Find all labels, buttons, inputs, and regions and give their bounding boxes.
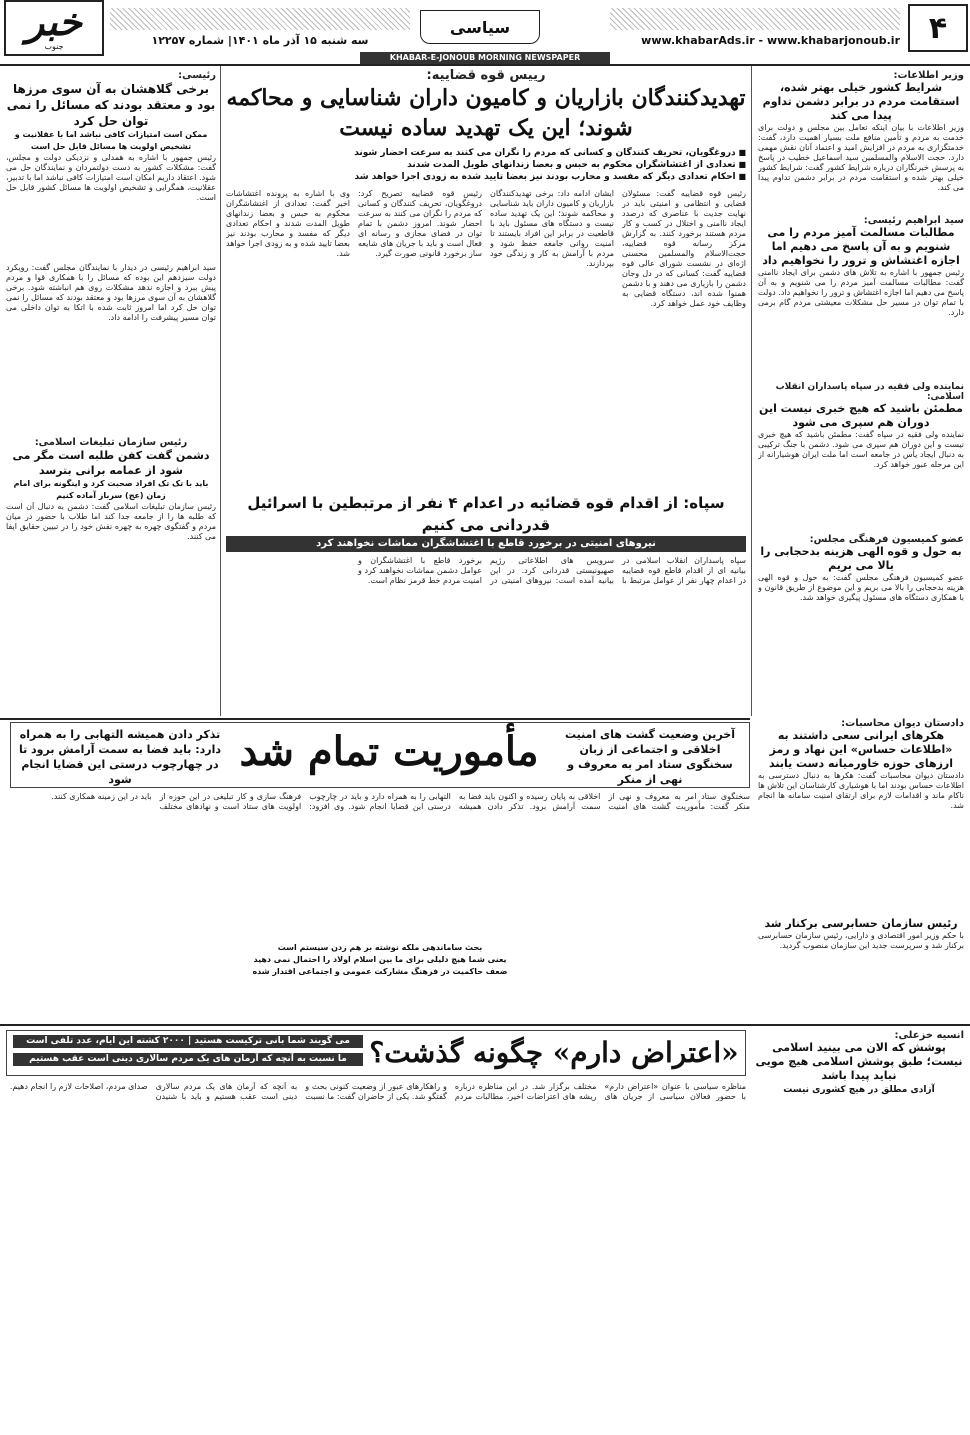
item6-body: با حکم وزیر امور اقتصادی و دارایی، رئیس سازمان حسابرسی برکنار شد و سرپرست جدید این سازمان منصوب گردید. xyxy=(758,931,964,950)
item5-body: دادستان دیوان محاسبات گفت: هکرها به دنبال دسترسی به اطلاعات حساس بودند اما با هوشیاری کارشناسان این تلاش ها ناکام ماند و اقدامات لازم برای ارتقای امنیت سامانه ها انجام شد. xyxy=(758,771,964,810)
sepah-article xyxy=(226,492,746,714)
bottom-banner-2: ما نسبت به آنچه که آرمان های یک مردم سالاری دینی است عقب هستیم xyxy=(13,1053,363,1066)
item3-title: مطمئن باشید که هیچ خبری نیست این دوران هم سپری می شود xyxy=(759,402,963,429)
sepah-band: نیروهای امنیتی در برخورد قاطع با اغتشاشگران مماشات نخواهند کرد xyxy=(226,536,746,552)
bottom-body-text: مناظره سیاسی با عنوان «اعتراض دارم» با حضور فعالان سیاسی از جریان های مختلف برگزار شد. در این مناظره درباره ریشه های اعتراضات اخیر، مطالبات مردم و راهکارهای عبور از وضعیت کنونی بحث و گفتگو شد. یکی از حاضران گفت: ما نسبت به آنچه که آرمان های یک مردم سالاری دینی است عقب هستیم و باید با شنیدن صدای مردم، اصلاحات لازم را انجام دهیم. xyxy=(9,1082,746,1101)
item1-title: شرایط کشور خیلی بهتر شده، استقامت مردم در برابر دشمن تداوم پیدا می کند xyxy=(762,81,960,122)
bottom-banner-1: می گویند شما بانی ترکیست هستید | ۲۰۰۰ کشته این ایام، عدد تلفی است xyxy=(13,1035,363,1048)
item2-kicker: سید ابراهیم رئیسی: xyxy=(863,215,964,226)
lead-bullet-3: ■ احکام تعدادی دیگر که مفسد و محارب بودند نیز بعضا تایید شده به زودی اجرا خواهد شد xyxy=(226,171,746,183)
item2-body: رئیس جمهور با اشاره به تلاش های دشمن برای ایجاد ناامنی گفت: مطالبات مسالمت آمیز مردم را می شنویم و به آن پاسخ می دهیم اما اجازه اغتشاش و ترور را نخواهیم داد. دولت با تمام توان در مسیر حل مشکلات معیشتی مردم گام برمی دارد. xyxy=(758,268,964,317)
lead-title: تهدیدکنندگان بازاریان و کامیون داران شناسایی و محاکمه شوند؛ این یک تهدید ساده نیست xyxy=(226,85,746,141)
item4-kicker: عضو کمیسیون فرهنگی مجلس: xyxy=(809,534,964,545)
left-sub2-deck: باید با تک تک افراد صحبت کرد و اینگونه برای امام زمان (عج) سرباز آماده کنیم xyxy=(13,479,209,500)
lead-body-col-4: وی با اشاره به پرونده اغتشاشات اخیر گفت: تعدادی از اغتشاشگران محکوم به حبس و بعضا زندانهای طویل المدت شدند و احکام تعدادی دیگر که مفسد و محارب بودند نیز بعضا تایید شده و به زودی اجرا خواهد شد. xyxy=(226,189,350,258)
page-number xyxy=(908,4,968,52)
page-number-text: ۴ xyxy=(928,10,948,46)
logo-sub: جنوب xyxy=(44,42,64,51)
feature-left-title: تذکر دادن همیشه التهابی را به همراه دارد: باید فضا به سمت آرامش برود تا در چهارچوب درستی این قضایا انجام شود xyxy=(18,728,222,786)
item5-title: هکرهای ایرانی سعی داشتند به «اطلاعات حساس» این نهاد و رمز ارزهای حوزه خاورمیانه دست یابند xyxy=(768,729,954,770)
lead-article xyxy=(226,68,746,488)
item1-kicker: وزیر اطلاعات: xyxy=(893,70,964,81)
bottom-title-box xyxy=(6,1030,746,1076)
lead-kicker: رییس قوه قضاییه: xyxy=(426,68,546,83)
item6-title: رئیس سازمان حسابرسی برکنار شد xyxy=(764,917,958,930)
left-sub2-kicker: رئیس سازمان تبلیغات اسلامی: xyxy=(34,437,188,448)
english-band: KHABAR-E-JONOUB MORNING NEWSPAPER xyxy=(360,52,610,64)
feature-body-text: سخنگوی ستاد امر به معروف و نهی از منکر گفت: مأموریت گشت های امنیت اخلاقی به پایان رسیده و اکنون باید فضا به سمت آرامش برود. تذکر دادن همیشه التهابی را به همراه دارد و باید در چارچوب درستی این قضایا انجام شود. وی افزود: فرهنگ سازی و کار تبلیغی در این حوزه از اولویت های ستاد است و نهادهای مختلف باید در این زمینه همکاری کنند. xyxy=(51,792,750,811)
feature-small-title: آخرین وضعیت گشت های امنیت اخلاقی و اجتماعی از زبان سخنگوی ستاد امر به معروف و نهی از منکر xyxy=(565,728,735,786)
left-kicker: رئیسی: xyxy=(178,70,216,81)
feature-rule xyxy=(0,718,750,720)
item1-body: وزیر اطلاعات با بیان اینکه تعامل بین مجلس و دولت برای خدمت به مردم و تأمین منافع ملت بسیار اهمیت دارد، گفت: خدمتگزاری به مردم در افزایش امید و اعتماد آنان نقش مهمی دارد. حجت الاسلام والمسلمین سید اسماعیل خطیب در پاسخ به پرسش خبرنگاران درباره شرایط کشور گفت: شرایط کشور خیلی بهتر شده و استقامت مردم در برابر دشمن تداوم پیدا می کند. xyxy=(758,123,964,192)
feature-sub2: یعنی شما هیچ دلیلی برای ما بین اسلام اولاد را احتمال نمی دهید xyxy=(253,955,507,964)
lead-bullet-1: ■ دروغگویان، تحریف کنندگان و کسانی که مردم را نگران می کنند به سرعت احضار شوند xyxy=(226,147,746,159)
feature-sub1: بحث ساماندهی ملکه نوشته بر هم زدن سیستم است xyxy=(277,943,483,952)
left-body-2: سید ابراهیم رئیسی در دیدار با نمایندگان مجلس گفت: رویکرد دولت سیزدهم این بوده که مسائل را با همکاری قوا و مردم پیش ببرد و اجازه ندهد مشکلات روی هم انباشته شود. برخی گلاهشان به آن سوی مرزها بود و معتقد بودند که مسائل را نمی توان حل کرد اما امروز ثابت شده با اتکا به توان داخلی می توان مسیر پیشرفت را ادامه داد. xyxy=(6,263,216,322)
lead-body xyxy=(226,189,746,479)
feature-sub3: ضعف حاکمیت در فرهنگ مشارکت عمومی و اجتماعی اقتدار شده xyxy=(252,967,508,976)
feature-title-box xyxy=(10,722,750,788)
bottom-rule xyxy=(0,1024,970,1026)
logo xyxy=(4,0,104,56)
website-url[interactable]: www.khabarAds.ir - www.khabarjonoub.ir xyxy=(641,34,900,47)
bottom-kicker: انسیه خزعلی: xyxy=(894,1030,964,1041)
item5-kicker: دادستان دیوان محاسبات: xyxy=(841,718,964,729)
item4-body: عضو کمیسیون فرهنگی مجلس گفت: به حول و قوه الهی هزینه بدحجابی را بالا می بریم و این موضوع از طریق قانون و با همکاری دستگاه های مسئول پیگیری خواهد شد. xyxy=(758,573,964,602)
section-tab xyxy=(420,10,540,44)
logo-text: خبر xyxy=(26,0,82,44)
header-pattern xyxy=(610,8,900,30)
bottom-side-deck: آزادی مطلق در هیچ کشوری نیست xyxy=(783,1085,935,1095)
left-body-1: رئیس جمهور با اشاره به همدلی و نزدیکی دولت و مجلس، گفت: مشکلات کشور به دست دولتمردان و نمایندگان حل می شود. اعتقاد داریم امکان است امتیازات کافی نباشد اما با تدبیر، عقلانیت، همگرایی و تشخیص اولویت ها مسائل کشور قابل حل است. xyxy=(6,153,216,202)
item3-kicker: نماینده ولی فقیه در سپاه پاسداران انقلاب اسلامی: xyxy=(775,382,964,402)
bottom-side xyxy=(754,1030,964,1430)
right-column xyxy=(758,70,964,715)
item2-title: مطالبات مسالمت آمیز مردم را می شنویم و به آن پاسخ می دهیم اما اجازه اغتشاش و ترور را نخواهیم داد xyxy=(762,226,960,267)
left-title: برخی گلاهشان به آن سوی مرزها بود و معتقد بودند که مسائل را نمی توان حل کرد xyxy=(6,82,216,128)
issue-line: سه شنبه ۱۵ آذر ماه ۱۴۰۱| شماره ۱۲۲۵۷ xyxy=(151,34,369,47)
sepah-body: سپاه پاسداران انقلاب اسلامی در بیانیه ای از اقدام قاطع قوه قضاییه در اعدام چهار نفر از عوامل مرتبط با سرویس های اطلاعاتی رژیم صهیونیستی قدردانی کرد. در این بیانیه آمده است: نیروهای امنیتی در برخورد قاطع با اغتشاشگران و عوامل دشمن مماشات نخواهند کرد و امنیت مردم خط قرمز نظام است. xyxy=(358,556,746,585)
masthead-rule xyxy=(0,64,970,66)
right-column-divider xyxy=(751,66,752,716)
lead-bullet-2: ■ تعدادی از اغتشاشگران محکوم به حبس و بعضا زندانهای طویل المدت شدند xyxy=(226,159,746,171)
header-pattern-left xyxy=(110,8,410,30)
item4-title: به حول و قوه الهی هزینه بدحجابی را بالا می بریم xyxy=(760,545,962,572)
lead-body-col-2: ایشان ادامه داد: برخی تهدیدکنندگان بازاریان و کامیون داران باید شناسایی و محاکمه شوند؛ این یک تهدید ساده نیست و دستگاه های مسئول باید با قاطعیت در برابر این افراد بایستند تا امنیت روانی جامعه حفظ شود و مردم با آرامش به کار و زندگی خود بپردازند. xyxy=(490,189,614,268)
lead-body-col-3: رئیس قوه قضاییه تصریح کرد: دروغگویان، تحریف کنندگان و کسانی که مردم را نگران می کنند به سرعت احضار شوند. امروز دشمن با تمام توان در فضای مجازی و رسانه ای فعال است و باید با جریان های شایعه ساز برخورد قانونی صورت گیرد. xyxy=(358,189,482,258)
bottom-big-title: «اعتراض دارم» چگونه گذشت؟ xyxy=(369,1036,739,1069)
feature-body xyxy=(10,792,750,1020)
feature-big-title: مأموریت تمام شد xyxy=(239,728,539,775)
left-subtitle: ممکن است امتیازات کافی نباشد اما با عقلانیت و تشخیص اولویت ها مسائل قابل حل است xyxy=(14,130,208,151)
left-column xyxy=(6,70,216,715)
bottom-body xyxy=(6,1082,746,1428)
left-sub2-body: رئیس سازمان تبلیغات اسلامی گفت: دشمن به دنبال آن است که طلبه ها را از جامعه جدا کند اما طلاب با حضور در میان مردم و گفتگوی چهره به چهره نقش خود را در تبیین حقایق ایفا می کنند. xyxy=(6,502,216,541)
left-sub2-title: دشمن گفت کفن طلبه است مگر می شود از عمامه برانی بترسد xyxy=(12,449,210,477)
bottom-side-title: پوشش که الان می بینید اسلامی نیست؛ طبق پوشش اسلامی هیچ مویی نباید پیدا باشد xyxy=(755,1041,963,1082)
sepah-title: سپاه: از اقدام قوه قضائیه در اعدام ۴ نفر از مرتبطین با اسرائیل قدردانی می کنیم xyxy=(247,494,725,534)
right-lower xyxy=(758,718,964,1018)
left-column-divider xyxy=(220,66,221,716)
item3-body: نماینده ولی فقیه در سپاه گفت: مطمئن باشید که هیچ خبری نیست و این دوران هم سپری می شود. دشمن با جنگ ترکیبی به دنبال ایجاد یأس در جامعه است اما ملت ایران هوشیارانه از این مرحله عبور خواهد کرد. xyxy=(758,430,964,469)
lead-body-col-1: رئیس قوه قضاییه گفت: مسئولان قضایی و انتظامی و امنیتی باید در نهایت جدیت با عناصری که درصدد ایجاد ناامنی و اختلال در کسب و کار مردم هستند برخورد کنند. به گزارش مرکز رسانه قوه قضاییه، حجت‌الاسلام والمسلمین محسنی اژه‌ای در نشست شورای عالی قوه قضاییه گفت: کسانی که در دل وجان دشمن را بازیاری می دهند و با دشمن همنوا شده اند، دستگاه قضایی به وظایف خود عمل خواهد کرد. xyxy=(622,189,746,308)
lead-bullets xyxy=(226,147,746,183)
section-title: سیاسی xyxy=(449,17,511,37)
